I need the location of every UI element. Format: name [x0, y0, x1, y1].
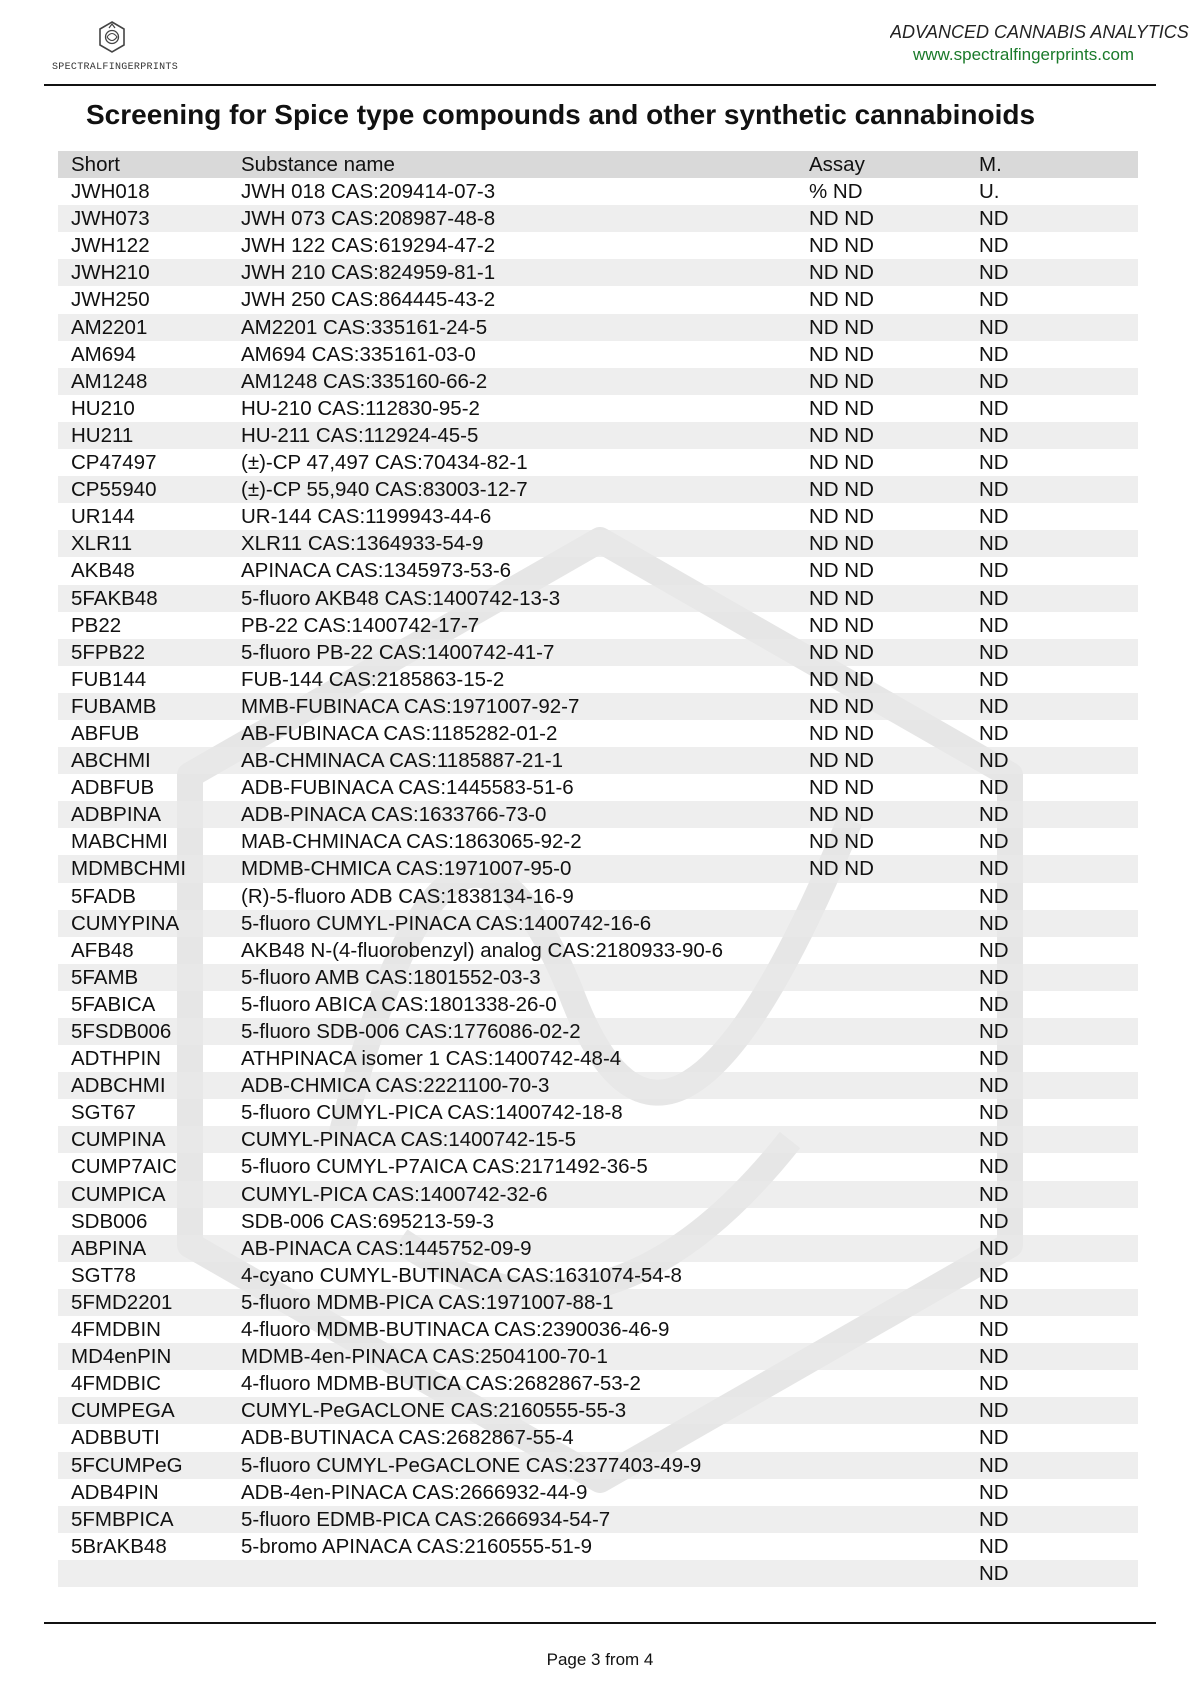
cell-short: MDMBCHMI: [71, 857, 187, 881]
logo-emblem-icon: [97, 20, 127, 58]
cell-m: ND: [979, 1345, 1009, 1369]
cell-short: MD4enPIN: [71, 1345, 172, 1369]
cell-m: ND: [979, 1399, 1009, 1423]
cell-short: AKB48: [71, 559, 135, 583]
cell-substance-name: 4-fluoro MDMB-BUTICA CAS:2682867-53-2: [241, 1372, 641, 1396]
cell-m: ND: [979, 423, 1009, 447]
cell-short: CP55940: [71, 478, 157, 502]
table-row: [58, 828, 1138, 855]
cell-substance-name: JWH 122 CAS:619294-47-2: [241, 234, 496, 258]
table-header-row: [58, 151, 1138, 178]
cell-m: ND: [979, 396, 1009, 420]
cell-substance-name: 5-fluoro CUMYL-P7AICA CAS:2171492-36-5: [241, 1155, 648, 1179]
table-row: [58, 503, 1138, 530]
cell-m: ND: [979, 1318, 1009, 1342]
table-row: [58, 1533, 1138, 1560]
cell-short: 5FSDB006: [71, 1020, 172, 1043]
cell-substance-name: SDB-006 CAS:695213-59-3: [241, 1209, 494, 1233]
cell-m: ND: [979, 1290, 1009, 1314]
cell-short: MABCHMI: [71, 830, 168, 854]
table-row: [58, 1343, 1138, 1370]
cell-substance-name: 5-fluoro AMB CAS:1801552-03-3: [241, 965, 541, 989]
cell-m: ND: [979, 1101, 1009, 1125]
table-row: [58, 449, 1138, 476]
cell-m: ND: [979, 1047, 1009, 1071]
table-row: [58, 286, 1138, 313]
cell-assay: ND ND: [809, 315, 874, 339]
cell-substance-name: HU-211 CAS:112924-45-5: [241, 423, 479, 447]
cell-m: ND: [979, 261, 1009, 285]
table-row: [58, 1208, 1138, 1235]
cell-m: ND: [979, 857, 1009, 881]
cell-substance-name: AB-CHMINACA CAS:1185887-21-1: [241, 749, 564, 773]
cell-substance-name: 5-fluoro CUMYL-PeGACLONE CAS:2377403-49-9: [241, 1453, 702, 1477]
cell-assay: ND ND: [809, 369, 874, 393]
cell-assay: ND ND: [809, 532, 874, 556]
cell-short: 5FPB22: [71, 640, 146, 664]
cell-m: ND: [979, 830, 1009, 854]
cell-short: ADBCHMI: [71, 1074, 166, 1098]
cell-substance-name: CUMYL-PINACA CAS:1400742-15-5: [241, 1128, 576, 1152]
cell-substance-name: PB-22 CAS:1400742-17-7: [241, 613, 480, 637]
table-row: [58, 1452, 1138, 1479]
cell-short: JWH018: [71, 180, 150, 204]
table-row: [58, 991, 1138, 1018]
table-row: [58, 232, 1138, 259]
table-row: [58, 1424, 1138, 1451]
cell-assay: ND ND: [809, 830, 874, 854]
cell-m: ND: [979, 1209, 1009, 1233]
cell-short: 5BrAKB48: [71, 1534, 167, 1558]
table-row: [58, 1316, 1138, 1343]
cell-substance-name: APINACA CAS:1345973-53-6: [241, 559, 512, 583]
table-row: [58, 205, 1138, 232]
cell-short: CUMYPINA: [71, 911, 180, 935]
cell-short: AM694: [71, 342, 136, 366]
cell-short: JWH250: [71, 288, 150, 312]
cell-substance-name: 5-fluoro SDB-006 CAS:1776086-02-2: [241, 1020, 581, 1043]
cell-short: ADBFUB: [71, 776, 155, 800]
cell-m: ND: [979, 1182, 1009, 1206]
cell-m: ND: [979, 1020, 1009, 1043]
cell-short: 5FMBPICA: [71, 1507, 174, 1531]
cell-m: ND: [979, 694, 1009, 718]
cell-m: ND: [979, 749, 1009, 773]
cell-short: ABFUB: [71, 721, 140, 745]
cell-substance-name: ADB-FUBINACA CAS:1445583-51-6: [241, 776, 574, 800]
cell-substance-name: UR-144 CAS:1199943-44-6: [241, 505, 492, 529]
cell-m: ND: [979, 1372, 1009, 1396]
cell-m: ND: [979, 315, 1009, 339]
cell-m: ND: [979, 640, 1009, 664]
cell-assay: ND ND: [809, 234, 874, 258]
cell-short: CP47497: [71, 451, 157, 475]
cell-assay: ND ND: [809, 803, 874, 827]
table-row: [58, 1262, 1138, 1289]
cell-short: SDB006: [71, 1209, 148, 1233]
cell-m: ND: [979, 478, 1009, 502]
cell-assay: ND ND: [809, 749, 874, 773]
cell-short: CUMPINA: [71, 1128, 166, 1152]
cell-substance-name: 5-fluoro EDMB-PICA CAS:2666934-54-7: [241, 1507, 611, 1531]
table-row: [58, 666, 1138, 693]
footer-divider: [44, 1622, 1156, 1624]
cell-short: FUBAMB: [71, 694, 157, 718]
cell-m: ND: [979, 559, 1009, 583]
cell-m: ND: [979, 234, 1009, 258]
cell-substance-name: MDMB-4en-PINACA CAS:2504100-70-1: [241, 1345, 608, 1369]
table-row: [58, 585, 1138, 612]
cell-substance-name: MDMB-CHMICA CAS:1971007-95-0: [241, 857, 572, 881]
cell-m: ND: [979, 505, 1009, 529]
table-row: [58, 801, 1138, 828]
website-link[interactable]: www.spectralfingerprints.com: [913, 45, 1135, 64]
cell-m: ND: [979, 1155, 1009, 1179]
cell-assay: ND ND: [809, 586, 874, 610]
cell-substance-name: MAB-CHMINACA CAS:1863065-92-2: [241, 830, 582, 854]
table-row: [58, 964, 1138, 991]
cell-substance-name: XLR11 CAS:1364933-54-9: [241, 532, 484, 556]
cell-substance-name: HU-210 CAS:112830-95-2: [241, 396, 480, 420]
cell-short: AM1248: [71, 369, 148, 393]
cell-m: ND: [979, 342, 1009, 366]
cell-m: ND: [979, 1534, 1009, 1558]
cell-assay: ND ND: [809, 288, 874, 312]
cell-m: ND: [979, 1426, 1009, 1450]
cell-m: ND: [979, 207, 1009, 231]
cell-substance-name: 5-fluoro AKB48 CAS:1400742-13-3: [241, 586, 561, 610]
table-row: [58, 1397, 1138, 1424]
cell-m: ND: [979, 1263, 1009, 1287]
cell-m: ND: [979, 369, 1009, 393]
cell-assay: ND ND: [809, 423, 874, 447]
table-row: [58, 693, 1138, 720]
cell-assay: ND ND: [809, 451, 874, 475]
cell-m: ND: [979, 1480, 1009, 1504]
cell-m: ND: [979, 721, 1009, 745]
table-row: [58, 422, 1138, 449]
cell-substance-name: JWH 210 CAS:824959-81-1: [241, 261, 496, 285]
cell-assay: ND ND: [809, 640, 874, 664]
cell-substance-name: AB-PINACA CAS:1445752-09-9: [241, 1236, 532, 1260]
table-row: [58, 612, 1138, 639]
cell-m: ND: [979, 1074, 1009, 1098]
cell-m: ND: [979, 776, 1009, 800]
cell-m: ND: [979, 1507, 1009, 1531]
cell-substance-name: AM694 CAS:335161-03-0: [241, 342, 476, 366]
cell-short: 5FABICA: [71, 992, 156, 1016]
cell-short: ADBPINA: [71, 803, 161, 827]
cell-assay: ND ND: [809, 721, 874, 745]
cell-assay: ND ND: [809, 694, 874, 718]
cell-assay: ND ND: [809, 505, 874, 529]
cell-short: 5FCUMPeG: [71, 1453, 183, 1477]
table-row: [58, 720, 1138, 747]
cell-substance-name: JWH 073 CAS:208987-48-8: [241, 207, 496, 231]
cell-assay: ND ND: [809, 478, 874, 502]
cell-short: 5FADB: [71, 884, 136, 908]
table-row: [58, 1370, 1138, 1397]
cell-short: SGT67: [71, 1101, 136, 1125]
cell-substance-name: 5-fluoro CUMYL-PICA CAS:1400742-18-8: [241, 1101, 623, 1125]
cell-m: ND: [979, 938, 1009, 962]
cell-short: CUMPICA: [71, 1182, 166, 1206]
cell-assay: ND ND: [809, 261, 874, 285]
cell-substance-name: 5-bromo APINACA CAS:2160555-51-9: [241, 1534, 592, 1558]
table-row: [58, 910, 1138, 937]
table-row: [58, 1153, 1138, 1180]
cell-substance-name: ATHPINACA isomer 1 CAS:1400742-48-4: [241, 1047, 622, 1071]
cell-substance-name: 5-fluoro MDMB-PICA CAS:1971007-88-1: [241, 1290, 614, 1314]
cell-m: ND: [979, 1128, 1009, 1152]
table-row: [58, 747, 1138, 774]
cell-short: UR144: [71, 505, 135, 529]
logo-text: SPECTRALFINGERPRINTS: [52, 62, 179, 73]
table-row: [58, 1289, 1138, 1316]
cell-substance-name: AM2201 CAS:335161-24-5: [241, 315, 488, 339]
cell-short: AM2201: [71, 315, 148, 339]
cell-m: ND: [979, 613, 1009, 637]
table-body: [58, 178, 1138, 1587]
cell-m: ND: [979, 965, 1009, 989]
cell-short: JWH122: [71, 234, 150, 258]
column-header-short: Short: [71, 153, 120, 176]
cell-short: ADB4PIN: [71, 1480, 159, 1504]
cell-substance-name: ADB-CHMICA CAS:2221100-70-3: [241, 1074, 550, 1098]
cell-short: JWH073: [71, 207, 150, 231]
cell-assay: ND ND: [809, 559, 874, 583]
table-row: [58, 855, 1138, 882]
cell-substance-name: 4-cyano CUMYL-BUTINACA CAS:1631074-54-8: [241, 1263, 682, 1287]
cell-assay: ND ND: [809, 667, 874, 691]
page-number: Page 3 from 4: [546, 1650, 654, 1669]
table-row: [58, 178, 1138, 205]
cell-substance-name: (±)-CP 47,497 CAS:70434-82-1: [241, 451, 528, 475]
cell-short: 4FMDBIC: [71, 1372, 161, 1396]
cell-short: FUB144: [71, 667, 147, 691]
cell-m: ND: [979, 1453, 1009, 1477]
cell-short: 4FMDBIN: [71, 1318, 161, 1342]
table-row: [58, 774, 1138, 801]
cell-assay: ND ND: [809, 342, 874, 366]
cell-short: 5FAMB: [71, 965, 139, 989]
table-row: [58, 1018, 1138, 1045]
cell-short: SGT78: [71, 1263, 136, 1287]
cell-substance-name: AB-FUBINACA CAS:1185282-01-2: [241, 721, 558, 745]
table-row: [58, 259, 1138, 286]
cell-substance-name: 5-fluoro CUMYL-PINACA CAS:1400742-16-6: [241, 911, 652, 935]
table-row: [58, 1045, 1138, 1072]
cell-substance-name: ADB-4en-PINACA CAS:2666932-44-9: [241, 1480, 588, 1504]
cell-short: ABCHMI: [71, 749, 151, 773]
cell-short: CUMP7AIC: [71, 1155, 177, 1179]
cell-substance-name: 5-fluoro PB-22 CAS:1400742-41-7: [241, 640, 555, 664]
header-divider: [44, 84, 1156, 86]
cell-m: ND: [979, 1561, 1009, 1585]
table-row: [58, 341, 1138, 368]
company-logo: [52, 20, 179, 82]
cell-m: ND: [979, 586, 1009, 610]
table-row: [58, 476, 1138, 503]
table-row: [58, 937, 1138, 964]
cell-substance-name: MMB-FUBINACA CAS:1971007-92-7: [241, 694, 580, 718]
column-header-m: M.: [979, 153, 1002, 176]
brand-title: ADVANCED CANNABIS ANALYTICS: [890, 22, 1189, 42]
column-header-assay: Assay: [809, 153, 865, 176]
table-row: [58, 1072, 1138, 1099]
cell-short: PB22: [71, 613, 122, 637]
cell-assay: ND ND: [809, 207, 874, 231]
cell-m: ND: [979, 288, 1009, 312]
cell-substance-name: ADB-PINACA CAS:1633766-73-0: [241, 803, 547, 827]
cell-m: ND: [979, 911, 1009, 935]
cell-assay: ND ND: [809, 776, 874, 800]
table-row: [58, 368, 1138, 395]
cell-substance-name: (R)-5-fluoro ADB CAS:1838134-16-9: [241, 884, 574, 908]
cell-substance-name: 4-fluoro MDMB-BUTINACA CAS:2390036-46-9: [241, 1318, 670, 1342]
cell-short: 5FMD2201: [71, 1290, 173, 1314]
cell-short: XLR11: [71, 532, 133, 556]
cell-substance-name: JWH 250 CAS:864445-43-2: [241, 288, 496, 312]
column-header-substance-name: Substance name: [241, 153, 395, 176]
cell-short: ADTHPIN: [71, 1047, 161, 1071]
cell-substance-name: JWH 018 CAS:209414-07-3: [241, 180, 496, 204]
table-row: [58, 1099, 1138, 1126]
table-row: [58, 314, 1138, 341]
cell-short: JWH210: [71, 261, 150, 285]
cell-substance-name: 5-fluoro ABICA CAS:1801338-26-0: [241, 992, 557, 1016]
table-row: [58, 1181, 1138, 1208]
table-row: [58, 639, 1138, 666]
cell-substance-name: CUMYL-PeGACLONE CAS:2160555-55-3: [241, 1399, 627, 1423]
cell-short: AFB48: [71, 938, 134, 962]
cell-m: ND: [979, 532, 1009, 556]
table-row: [58, 883, 1138, 910]
table-row: [58, 1560, 1138, 1587]
cell-m: ND: [979, 451, 1009, 475]
cell-short: ABPINA: [71, 1236, 147, 1260]
page-title: Screening for Spice type compounds and other synthetic cannabinoids: [86, 99, 1036, 130]
table-row: [58, 557, 1138, 584]
cell-m: ND: [979, 803, 1009, 827]
cell-m: U.: [979, 180, 1000, 204]
cell-substance-name: AM1248 CAS:335160-66-2: [241, 369, 488, 393]
cell-substance-name: AKB48 N-(4-fluorobenzyl) analog CAS:2180933-90-6: [241, 938, 724, 962]
table-row: [58, 530, 1138, 557]
table-row: [58, 395, 1138, 422]
cell-short: HU210: [71, 396, 135, 420]
table-row: [58, 1479, 1138, 1506]
cell-short: ADBBUTI: [71, 1426, 160, 1450]
table-row: [58, 1506, 1138, 1533]
screening-table: [58, 151, 1138, 1587]
table-row: [58, 1126, 1138, 1153]
cell-substance-name: CUMYL-PICA CAS:1400742-32-6: [241, 1182, 548, 1206]
cell-m: ND: [979, 884, 1009, 908]
cell-substance-name: FUB-144 CAS:2185863-15-2: [241, 667, 505, 691]
cell-assay: ND ND: [809, 857, 874, 881]
cell-substance-name: (±)-CP 55,940 CAS:83003-12-7: [241, 478, 528, 502]
cell-substance-name: ADB-BUTINACA CAS:2682867-55-4: [241, 1426, 574, 1450]
cell-short: 5FAKB48: [71, 586, 158, 610]
cell-short: CUMPEGA: [71, 1399, 175, 1423]
cell-assay: ND ND: [809, 613, 874, 637]
cell-assay: ND ND: [809, 396, 874, 420]
cell-assay: % ND: [809, 180, 863, 204]
cell-short: HU211: [71, 423, 134, 447]
cell-m: ND: [979, 667, 1009, 691]
cell-m: ND: [979, 1236, 1009, 1260]
table-row: [58, 1235, 1138, 1262]
cell-m: ND: [979, 992, 1009, 1016]
